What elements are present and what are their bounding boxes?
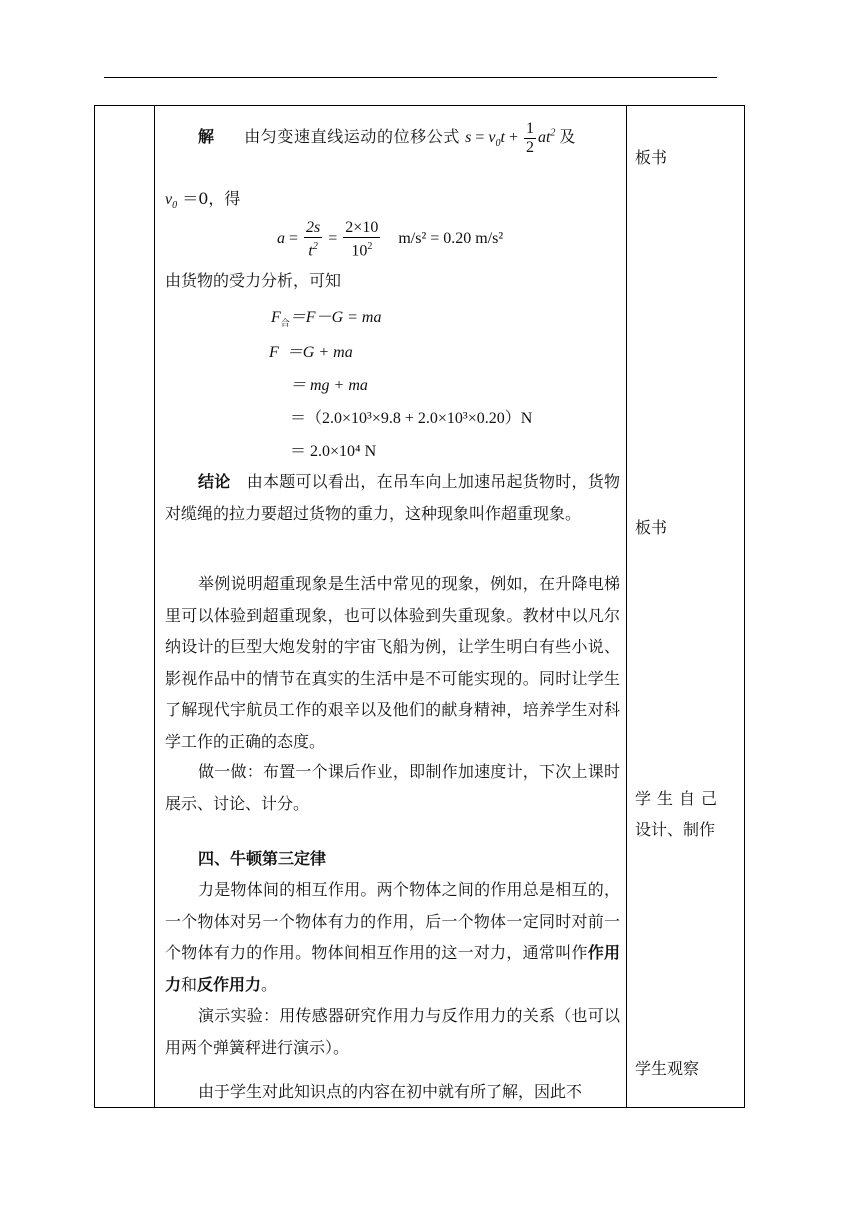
solution-label: 解 xyxy=(198,127,215,147)
side-note-student-design xyxy=(635,783,735,845)
f-equation: ＝G + ma xyxy=(286,344,353,361)
initial-velocity-line xyxy=(165,186,240,211)
v0-zero-text: ＝0，得 xyxy=(182,189,241,208)
demo-paragraph: 演示实验：用传感器研究作用力与反作用力的关系（也可以用两个弹簧秤进行演示）。 xyxy=(165,1006,620,1057)
side-note-student-observe: 学生观察 xyxy=(635,1059,700,1078)
newton-text: 力是物体间的相互作用。两个物体之间的作用总是相互的，一个物体对另一个物体有力的作用，后一个物体一定同时对前一个物体有力的作用。物体间相互作用的这一对力，通常叫作 xyxy=(165,880,620,963)
homework-paragraph: 做一做：布置一个课后作业，即制作加速度计，下次上课时展示、讨论、计分。 xyxy=(165,762,620,813)
example-paragraph: 举例说明超重现象是生活中常见的现象，例如，在升降电梯里可以体验到超重现象，也可以体验到失重现象。教材中以凡尔纳设计的巨型大炮发射的宇宙飞船为例，让学生明白有些小说、影视作品中的情节在真实的生活中是不可能实现的。同时让学生了解现代宇航员工作的艰辛以及他们的献身精神，培养学生对科学工作的正确的态度。 xyxy=(165,574,620,751)
equation-numeric xyxy=(290,405,532,428)
net-force-equation: ＝F－G = ma xyxy=(289,309,382,326)
column-divider-left xyxy=(154,106,155,1107)
side-note-blackboard-1: 板书 xyxy=(635,148,668,167)
conclusion-text: 由本题可以看出，在吊车向上加速吊起货物时，货物对缆绳的拉力要超过货物的重力，这种现象叫作超重现象。 xyxy=(165,472,620,523)
equation-net-force: $F_合=F-G$ = ma xyxy=(271,309,382,329)
newton-end: 。 xyxy=(261,974,278,994)
fraction-2s-t2: $\frac{2s}{t^2}$ xyxy=(306,219,321,260)
section-title: 四、牛顿第三定律 xyxy=(198,849,327,868)
side-note-design-line2: 设计、制作 xyxy=(635,820,716,839)
solution-intro: 由匀变速直线运动的位移公式 xyxy=(244,127,461,147)
force-intro: 由货物的受力分析，可知 xyxy=(165,271,342,290)
acceleration-equation xyxy=(277,219,503,265)
fraction-half: $\frac{1}{2}$ xyxy=(525,120,534,156)
conclusion-label: 结论 xyxy=(198,472,231,491)
newton-and: 和 xyxy=(181,974,198,994)
header-rule xyxy=(104,77,717,78)
newton-paragraph xyxy=(165,874,620,1000)
conclusion-paragraph xyxy=(165,466,620,529)
fraction-values: $\frac{2\times 10}{10^2}$ xyxy=(345,219,379,260)
solution-and: 及 xyxy=(559,127,576,147)
f-symbol: F xyxy=(269,344,279,361)
side-note-design-line1: 学生自己 xyxy=(635,789,717,808)
equation-mg xyxy=(290,372,368,395)
result-equation: ＝ 2.0×10⁴ N xyxy=(290,443,377,460)
numeric-equation: ＝（2.0×10³×9.8 + 2.0×10³×0.20）N xyxy=(290,410,533,427)
solution-formula-line xyxy=(198,120,575,166)
acceleration-result: m/s² = 0.20 m/s² xyxy=(398,230,504,248)
v0-symbol: $v_0$ xyxy=(165,191,178,212)
displacement-formula: $s = v_0t$ + $\frac{1}{2}$ $at^2$ xyxy=(465,120,556,156)
equation-result xyxy=(290,438,376,461)
mg-equation: ＝ mg + ma xyxy=(290,377,368,394)
last-paragraph: 由于学生对此知识点的内容在初中就有所了解，因此不 xyxy=(198,1082,583,1101)
term-action-force: 作用力 xyxy=(165,943,620,994)
side-note-blackboard-2: 板书 xyxy=(635,518,668,537)
net-force-symbol: F xyxy=(271,309,281,326)
lesson-table xyxy=(94,105,745,1108)
term-reaction-force: 反作用力 xyxy=(197,974,262,994)
column-divider-right xyxy=(626,106,627,1107)
acceleration-formula: a = $\frac{2s}{t^2}$ = $\frac{2\times 10}{10^2}$ xyxy=(277,219,379,260)
equation-f xyxy=(269,339,353,362)
